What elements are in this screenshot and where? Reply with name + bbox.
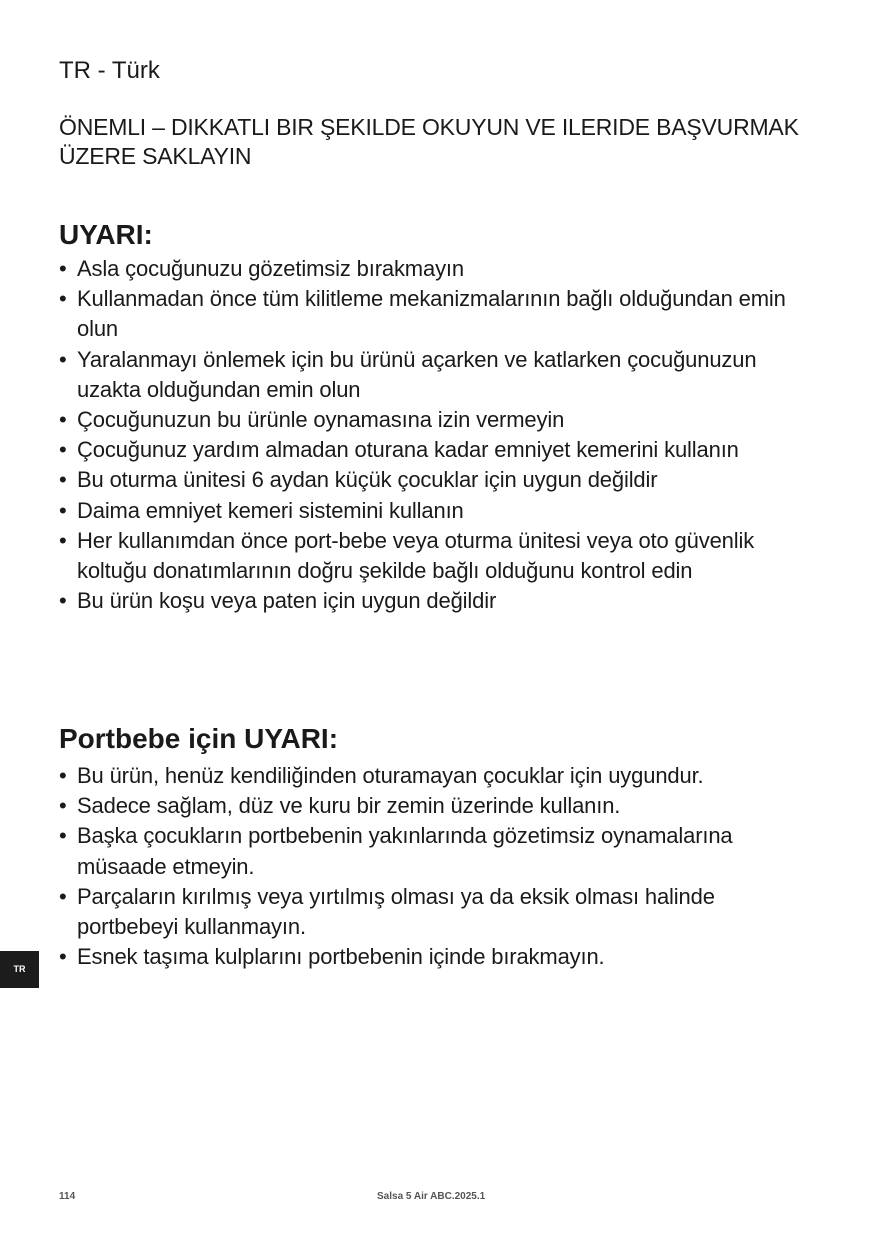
portbebe-warning-heading: Portbebe için UYARI: xyxy=(59,723,339,754)
important-notice: ÖNEMLI – DIKKATLI BIR ŞEKILDE OKUYUN VE ILERIDE BAŞVURMAK ÜZERE SAKLAYIN xyxy=(59,114,799,169)
bullet-icon: • xyxy=(59,793,67,819)
list-item xyxy=(59,821,804,881)
list-item-text: Bu oturma ünitesi 6 aydan küçük çocuklar için uygun değildir xyxy=(77,467,658,493)
bullet-icon: • xyxy=(59,467,67,493)
list-item xyxy=(59,405,804,435)
list-item xyxy=(59,465,804,495)
list-item xyxy=(59,942,804,972)
list-item xyxy=(59,496,804,526)
bullet-icon: • xyxy=(59,346,67,372)
list-item-text: Parçaların kırılmış veya yırtılmış olması ya da eksik olması halinde portbebeyi kullanmayın. xyxy=(77,883,715,940)
bullet-icon: • xyxy=(59,823,67,849)
list-item xyxy=(59,882,804,942)
list-item-text: Her kullanımdan önce port-bebe veya oturma ünitesi veya oto güvenlik koltuğu donatımlarının doğru şekilde bağlı olduğunu kontrol edin xyxy=(77,527,755,584)
list-item-text: Başka çocukların portbebenin yakınlarında gözetimsiz oynamalarına müsaade etmeyin. xyxy=(77,823,733,879)
list-item-text: Daima emniyet kemeri sistemini kullanın xyxy=(77,497,464,523)
bullet-icon: • xyxy=(59,497,67,523)
list-item xyxy=(59,284,804,344)
page-number: 114 xyxy=(59,1191,76,1202)
list-item-text: Çocuğunuzun bu ürünle oynamasına izin vermeyin xyxy=(77,407,565,433)
list-item xyxy=(59,526,804,586)
bullet-icon: • xyxy=(59,407,67,433)
list-item-text: Bu ürün koşu veya paten için uygun değildir xyxy=(77,588,497,614)
list-item-text: Çocuğunuz yardım almadan oturana kadar emniyet kemerini kullanın xyxy=(77,437,739,463)
language-side-tab: TR xyxy=(0,951,39,988)
list-item xyxy=(59,761,804,791)
list-item-text: Esnek taşıma kulplarını portbebenin içinde bırakmayın. xyxy=(77,944,605,970)
list-item-text: Yaralanmayı önlemek için bu ürünü açarken ve katlarken çocuğunuzun uzakta olduğundan emin olun xyxy=(77,346,757,402)
bullet-icon: • xyxy=(59,256,67,281)
list-item-text: Sadece sağlam, düz ve kuru bir zemin üzerinde kullanın. xyxy=(77,793,621,819)
list-item xyxy=(59,791,804,821)
bullet-icon: • xyxy=(59,527,67,553)
bullet-icon: • xyxy=(59,883,67,909)
bullet-icon: • xyxy=(59,437,67,463)
list-item-text: Kullanmadan önce tüm kilitleme mekanizmalarının bağlı olduğundan emin olun xyxy=(77,286,786,342)
bullet-icon: • xyxy=(59,944,67,970)
list-item xyxy=(59,586,804,616)
warning-heading: UYARI: xyxy=(59,219,153,250)
bullet-icon: • xyxy=(59,286,67,312)
bullet-icon: • xyxy=(59,588,67,614)
list-item xyxy=(59,435,804,465)
list-item xyxy=(59,345,804,405)
model-label: Salsa 5 Air ABC.2025.1 xyxy=(377,1191,486,1202)
list-item-text: Asla çocuğunuzu gözetimsiz bırakmayın xyxy=(77,256,464,281)
portbebe-warning-list xyxy=(59,761,804,972)
language-title: TR - Türk xyxy=(59,57,160,84)
warning-list xyxy=(59,254,804,616)
bullet-icon: • xyxy=(59,763,67,788)
list-item xyxy=(59,254,804,284)
list-item-text: Bu ürün, henüz kendiliğinden oturamayan çocuklar için uygundur. xyxy=(77,763,704,788)
